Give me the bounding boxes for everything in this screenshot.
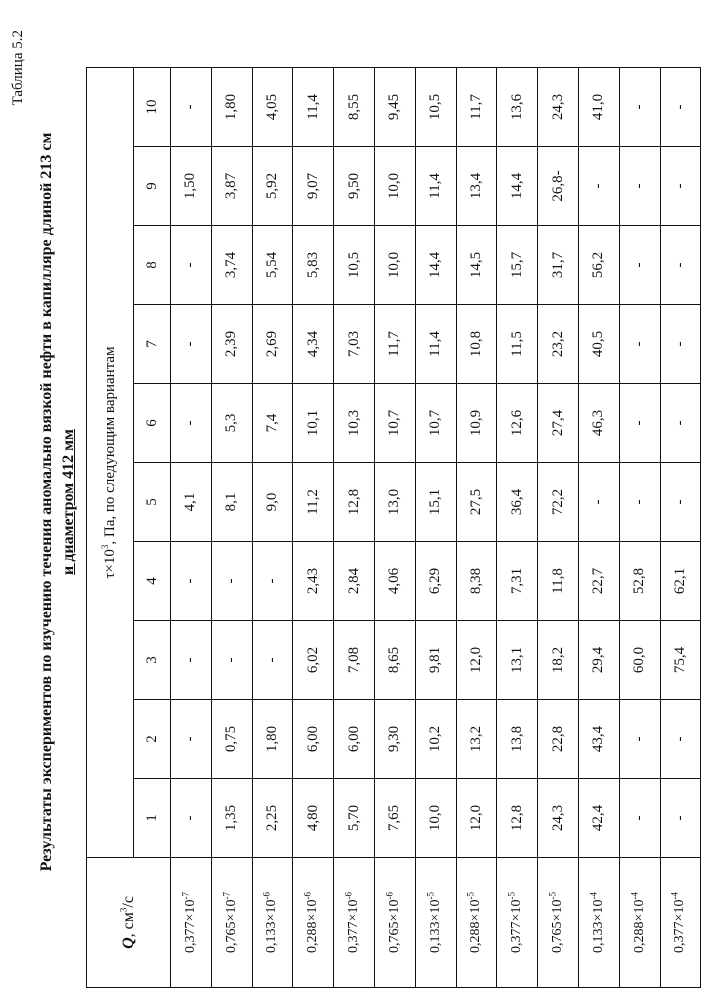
variant-header-8: 8 <box>134 226 171 305</box>
table-title-line-2: и диаметром 412 мм <box>60 429 77 575</box>
value-cell: 11,8 <box>538 542 579 621</box>
tau-header <box>87 68 134 858</box>
value-cell: 0,75 <box>211 700 252 779</box>
flow-rate-mantissa: 0,377×10 <box>346 899 362 953</box>
flow-rate-mantissa: 0,133×10 <box>590 899 606 953</box>
value-cell: 8,65 <box>374 621 415 700</box>
value-cell: 10,9 <box>456 384 497 463</box>
value-cell: - <box>171 305 212 384</box>
variant-header-5: 5 <box>134 463 171 542</box>
value-cell: - <box>619 305 660 384</box>
value-cell: - <box>171 700 212 779</box>
value-cell: - <box>252 542 293 621</box>
value-cell: 15,1 <box>415 463 456 542</box>
flow-rate-cell <box>171 858 212 988</box>
flow-rate-mantissa: 0,377×10 <box>672 899 688 953</box>
value-cell: 29,4 <box>578 621 619 700</box>
value-cell: 10,2 <box>415 700 456 779</box>
value-cell: 26,8- <box>538 147 579 226</box>
value-cell: 7,31 <box>497 542 538 621</box>
table-row <box>619 68 660 988</box>
flow-rate-cell <box>415 858 456 988</box>
variant-header-1: 1 <box>134 779 171 858</box>
value-cell: 9,81 <box>415 621 456 700</box>
value-cell: 24,3 <box>538 68 579 147</box>
value-cell: - <box>660 68 701 147</box>
table-body <box>171 68 701 988</box>
table-row <box>334 68 375 988</box>
value-cell: 8,1 <box>211 463 252 542</box>
table-row <box>211 68 252 988</box>
value-cell: 4,1 <box>171 463 212 542</box>
value-cell: 9,07 <box>293 147 334 226</box>
value-cell: 18,2 <box>538 621 579 700</box>
value-cell: 11,2 <box>293 463 334 542</box>
table-title: Результаты экспериментов по изучению течения аномально вязкой нефти в капилляре длиной 213 см <box>38 132 55 872</box>
table-label: Таблица 5.2 <box>10 30 26 106</box>
value-cell: - <box>660 779 701 858</box>
value-cell: - <box>211 542 252 621</box>
value-cell: 11,7 <box>374 305 415 384</box>
value-cell: 5,83 <box>293 226 334 305</box>
value-cell: 7,08 <box>334 621 375 700</box>
value-cell: 4,80 <box>293 779 334 858</box>
value-cell: - <box>619 384 660 463</box>
value-cell: 6,02 <box>293 621 334 700</box>
value-cell: 7,65 <box>374 779 415 858</box>
q-unit-suffix: /с <box>119 896 137 908</box>
value-cell: 10,0 <box>374 226 415 305</box>
table-row <box>578 68 619 988</box>
flow-rate-exponent: -6 <box>302 892 313 900</box>
flow-rate-mantissa: 0,377×10 <box>182 899 198 953</box>
variant-header-10: 10 <box>134 68 171 147</box>
value-cell: 9,30 <box>374 700 415 779</box>
value-cell: - <box>619 700 660 779</box>
value-cell: 36,4 <box>497 463 538 542</box>
flow-rate-mantissa: 0,288×10 <box>468 899 484 953</box>
data-table <box>86 67 701 988</box>
flow-rate-mantissa: 0,765×10 <box>223 899 239 953</box>
value-cell: 56,2 <box>578 226 619 305</box>
flow-rate-cell <box>497 858 538 988</box>
flow-rate-exponent: -4 <box>669 892 680 900</box>
value-cell: - <box>660 384 701 463</box>
value-cell: - <box>660 226 701 305</box>
table-row <box>538 68 579 988</box>
flow-rate-exponent: -7 <box>180 892 191 900</box>
value-cell: 1,35 <box>211 779 252 858</box>
value-cell: 13,6 <box>497 68 538 147</box>
value-cell: 11,4 <box>415 305 456 384</box>
flow-rate-mantissa: 0,377×10 <box>509 899 525 953</box>
value-cell: 13,4 <box>456 147 497 226</box>
value-cell: 4,05 <box>252 68 293 147</box>
value-cell: 10,5 <box>334 226 375 305</box>
table-row <box>252 68 293 988</box>
value-cell: 27,4 <box>538 384 579 463</box>
flow-rate-exponent: -5 <box>425 892 436 900</box>
value-cell: 62,1 <box>660 542 701 621</box>
flow-rate-exponent: -5 <box>465 892 476 900</box>
flow-rate-exponent: -4 <box>629 892 639 900</box>
value-cell: 22,8 <box>538 700 579 779</box>
value-cell: 6,00 <box>293 700 334 779</box>
tau-suffix: , Па, по следующим вариантам <box>101 346 118 545</box>
flow-rate-mantissa: 0,765×10 <box>386 899 402 953</box>
value-cell: 6,29 <box>415 542 456 621</box>
value-cell: 4,34 <box>293 305 334 384</box>
value-cell: 13,0 <box>374 463 415 542</box>
flow-rate-exponent: -4 <box>588 892 599 900</box>
q-column-header <box>87 858 171 988</box>
value-cell: 22,7 <box>578 542 619 621</box>
flow-rate-cell <box>334 858 375 988</box>
variant-header-2: 2 <box>134 700 171 779</box>
value-cell: 11,4 <box>293 68 334 147</box>
value-cell: 10,1 <box>293 384 334 463</box>
value-cell: 1,50 <box>171 147 212 226</box>
table-row <box>374 68 415 988</box>
flow-rate-mantissa: 0,133×10 <box>264 899 280 953</box>
table-row <box>456 68 497 988</box>
value-cell: - <box>171 542 212 621</box>
value-cell: 8,38 <box>456 542 497 621</box>
value-cell: 14,4 <box>497 147 538 226</box>
flow-rate-exponent: -5 <box>506 892 517 900</box>
flow-rate-exponent: -7 <box>221 892 232 900</box>
value-cell: - <box>211 621 252 700</box>
value-cell: - <box>171 779 212 858</box>
value-cell: 5,3 <box>211 384 252 463</box>
value-cell: 5,70 <box>334 779 375 858</box>
flow-rate-cell <box>619 858 660 988</box>
table-row <box>497 68 538 988</box>
value-cell: 42,4 <box>578 779 619 858</box>
value-cell: 11,7 <box>456 68 497 147</box>
q-unit-exponent: 3 <box>118 907 129 913</box>
value-cell: 2,84 <box>334 542 375 621</box>
variant-header-3: 3 <box>134 621 171 700</box>
flow-rate-cell <box>374 858 415 988</box>
flow-rate-mantissa: 0,765×10 <box>550 899 566 953</box>
value-cell: 10,0 <box>415 779 456 858</box>
value-cell: 2,69 <box>252 305 293 384</box>
value-cell: 3,87 <box>211 147 252 226</box>
value-cell: - <box>171 68 212 147</box>
table-row <box>293 68 334 988</box>
value-cell: 46,3 <box>578 384 619 463</box>
table-row <box>660 68 701 988</box>
value-cell: 13,2 <box>456 700 497 779</box>
value-cell: 31,7 <box>538 226 579 305</box>
value-cell: 12,8 <box>334 463 375 542</box>
value-cell: 2,25 <box>252 779 293 858</box>
value-cell: 4,06 <box>374 542 415 621</box>
value-cell: 10,5 <box>415 68 456 147</box>
table-row <box>415 68 456 988</box>
flow-rate-mantissa: 0,288×10 <box>305 899 321 953</box>
value-cell: - <box>660 463 701 542</box>
value-cell: 52,8 <box>619 542 660 621</box>
variant-header-7: 7 <box>134 305 171 384</box>
flow-rate-exponent: -6 <box>261 892 272 900</box>
value-cell: - <box>578 147 619 226</box>
flow-rate-exponent: -5 <box>547 892 558 900</box>
value-cell: 12,0 <box>456 779 497 858</box>
value-cell: 14,5 <box>456 226 497 305</box>
value-cell: - <box>171 226 212 305</box>
value-cell: - <box>171 384 212 463</box>
variant-header-9: 9 <box>134 147 171 226</box>
value-cell: - <box>252 621 293 700</box>
value-cell: 10,8 <box>456 305 497 384</box>
value-cell: 10,7 <box>415 384 456 463</box>
value-cell: - <box>619 779 660 858</box>
value-cell: 10,3 <box>334 384 375 463</box>
value-cell: 60,0 <box>619 621 660 700</box>
value-cell: 12,0 <box>456 621 497 700</box>
value-cell: 7,4 <box>252 384 293 463</box>
flow-rate-mantissa: 0,288×10 <box>631 899 647 953</box>
value-cell: 7,03 <box>334 305 375 384</box>
flow-rate-cell <box>252 858 293 988</box>
tau-exponent: 3 <box>99 544 110 550</box>
value-cell: 1,80 <box>252 700 293 779</box>
value-cell: - <box>660 147 701 226</box>
flow-rate-exponent: -6 <box>343 892 354 900</box>
value-cell: 72,2 <box>538 463 579 542</box>
value-cell: - <box>619 463 660 542</box>
value-cell: - <box>171 621 212 700</box>
value-cell: 11,4 <box>415 147 456 226</box>
flow-rate-cell <box>660 858 701 988</box>
variant-header-6: 6 <box>134 384 171 463</box>
value-cell: 9,50 <box>334 147 375 226</box>
flow-rate-cell <box>538 858 579 988</box>
value-cell: 14,4 <box>415 226 456 305</box>
value-cell: 8,55 <box>334 68 375 147</box>
value-cell: 13,8 <box>497 700 538 779</box>
variant-number-row <box>134 68 171 988</box>
value-cell: - <box>578 463 619 542</box>
value-cell: 11,5 <box>497 305 538 384</box>
variant-header-4: 4 <box>134 542 171 621</box>
value-cell: 27,5 <box>456 463 497 542</box>
flow-rate-cell <box>211 858 252 988</box>
value-cell: 13,1 <box>497 621 538 700</box>
value-cell: 40,5 <box>578 305 619 384</box>
value-cell: 3,74 <box>211 226 252 305</box>
table-row <box>171 68 212 988</box>
flow-rate-cell <box>578 858 619 988</box>
value-cell: 2,43 <box>293 542 334 621</box>
value-cell: 43,4 <box>578 700 619 779</box>
value-cell: 9,0 <box>252 463 293 542</box>
value-cell: 12,6 <box>497 384 538 463</box>
value-cell: 10,0 <box>374 147 415 226</box>
flow-rate-exponent: -6 <box>384 892 395 900</box>
tau-prefix: τ×10 <box>101 549 118 579</box>
value-cell: - <box>660 305 701 384</box>
value-cell: 24,3 <box>538 779 579 858</box>
value-cell: - <box>660 700 701 779</box>
value-cell: 75,4 <box>660 621 701 700</box>
value-cell: 5,54 <box>252 226 293 305</box>
q-symbol: Q <box>119 937 137 949</box>
flow-rate-cell <box>456 858 497 988</box>
value-cell: 6,00 <box>334 700 375 779</box>
value-cell: 1,80 <box>211 68 252 147</box>
value-cell: 9,45 <box>374 68 415 147</box>
value-cell: - <box>619 226 660 305</box>
value-cell: 41,0 <box>578 68 619 147</box>
value-cell: 2,39 <box>211 305 252 384</box>
q-unit-prefix: , см <box>119 912 137 938</box>
value-cell: 23,2 <box>538 305 579 384</box>
value-cell: - <box>619 147 660 226</box>
value-cell: - <box>619 68 660 147</box>
value-cell: 12,8 <box>497 779 538 858</box>
flow-rate-mantissa: 0,133×10 <box>427 899 443 953</box>
value-cell: 5,92 <box>252 147 293 226</box>
value-cell: 15,7 <box>497 226 538 305</box>
flow-rate-cell <box>293 858 334 988</box>
value-cell: 10,7 <box>374 384 415 463</box>
